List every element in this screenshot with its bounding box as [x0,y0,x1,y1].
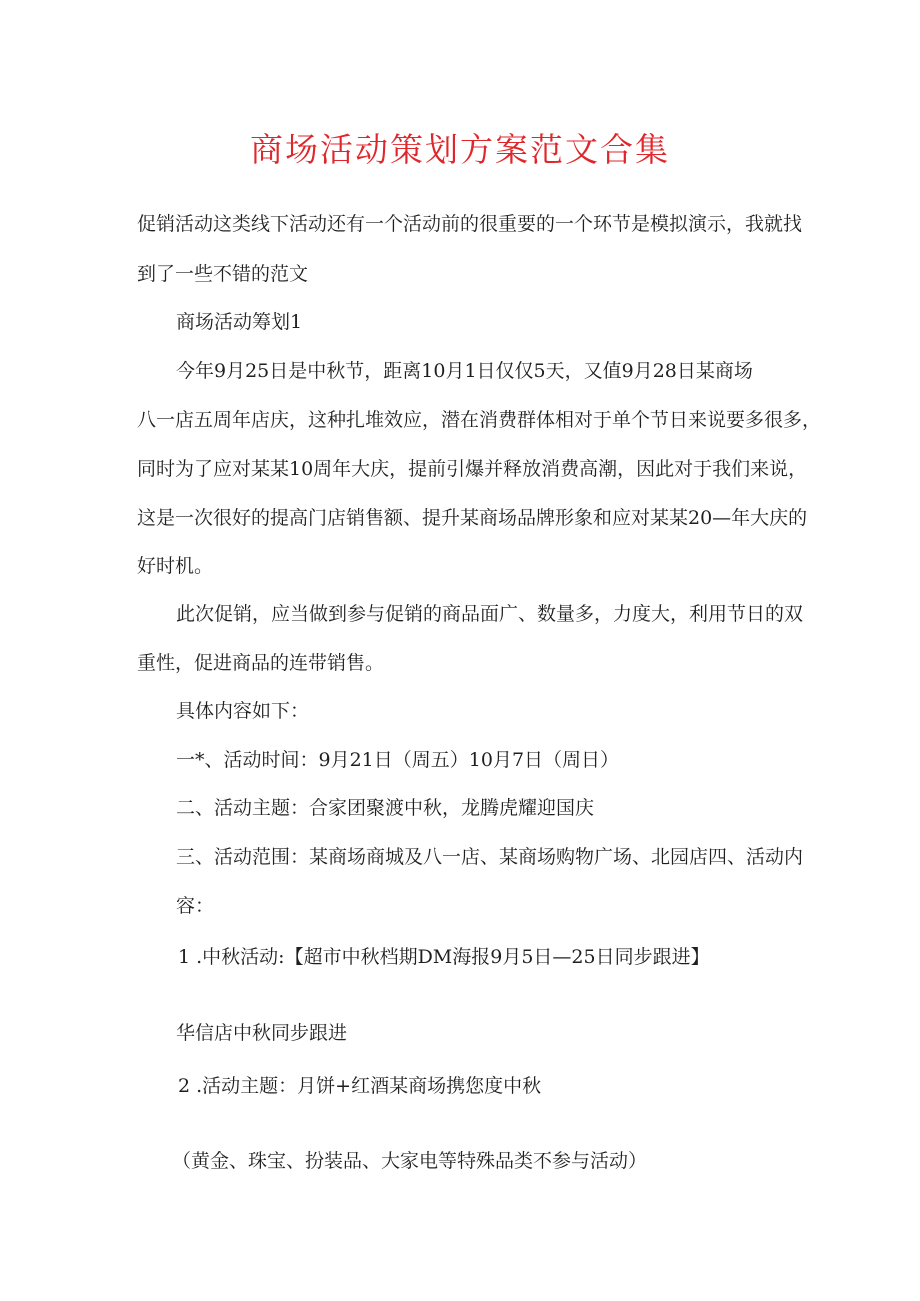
sub-item-theme-note: （黄金、珠宝、扮装品、大家电等特殊品类不参与活动） [172,1150,648,1172]
paragraph1-line-1: 今年9月25日是中秋节，距离10月1日仅仅5天，又值9月28日某商场 [176,360,753,382]
document-title: 商场活动策划方案范文合集 [250,130,670,169]
sub-item-theme: 2 .活动主题：月饼+红酒某商场携您度中秋 [178,1075,542,1097]
sub-item-mid-autumn-note: 华信店中秋同步跟进 [176,1022,348,1044]
paragraph2-line-2: 重性，促进商品的连带销售。 [137,652,385,674]
sub-item-mid-autumn: 1 .中秋活动:【超市中秋档期DM海报9月5日—25日同步跟进】 [178,946,710,968]
intro-line-2: 到了一些不错的范文 [137,263,309,285]
section-heading: 商场活动筹划1 [176,311,303,333]
paragraph1-line-2: 八一店五周年店庆，这种扎堆效应，潜在消费群体相对于单个节日来说要多很多， [137,409,822,431]
intro-line-1: 促销活动这类线下活动还有一个活动前的很重要的一个环节是模拟演示，我就找 [137,213,803,235]
item-activity-scope-line-1: 三、活动范围：某商场商城及八一店、某商场购物广场、北园店四、活动内 [176,846,804,868]
item-activity-time: 一*、活动时间：9月21日（周五）10月7日（周日） [176,749,620,771]
item-activity-theme: 二、活动主题：合家团聚渡中秋，龙腾虎耀迎国庆 [176,797,595,819]
paragraph1-line-5: 好时机。 [137,555,214,577]
item-activity-scope-line-2: 容： [176,895,215,917]
paragraph1-line-4: 这是一次很好的提高门店销售额、提升某商场品牌形象和应对某某20—年大庆的 [137,507,808,529]
paragraph2-line-1: 此次促销，应当做到参与促销的商品面广、数量多，力度大，利用节日的双 [176,603,804,625]
paragraph1-line-3: 同时为了应对某某10周年大庆，提前引爆并释放消费高潮，因此对于我们来说， [137,458,808,480]
content-intro: 具体内容如下： [176,700,310,722]
